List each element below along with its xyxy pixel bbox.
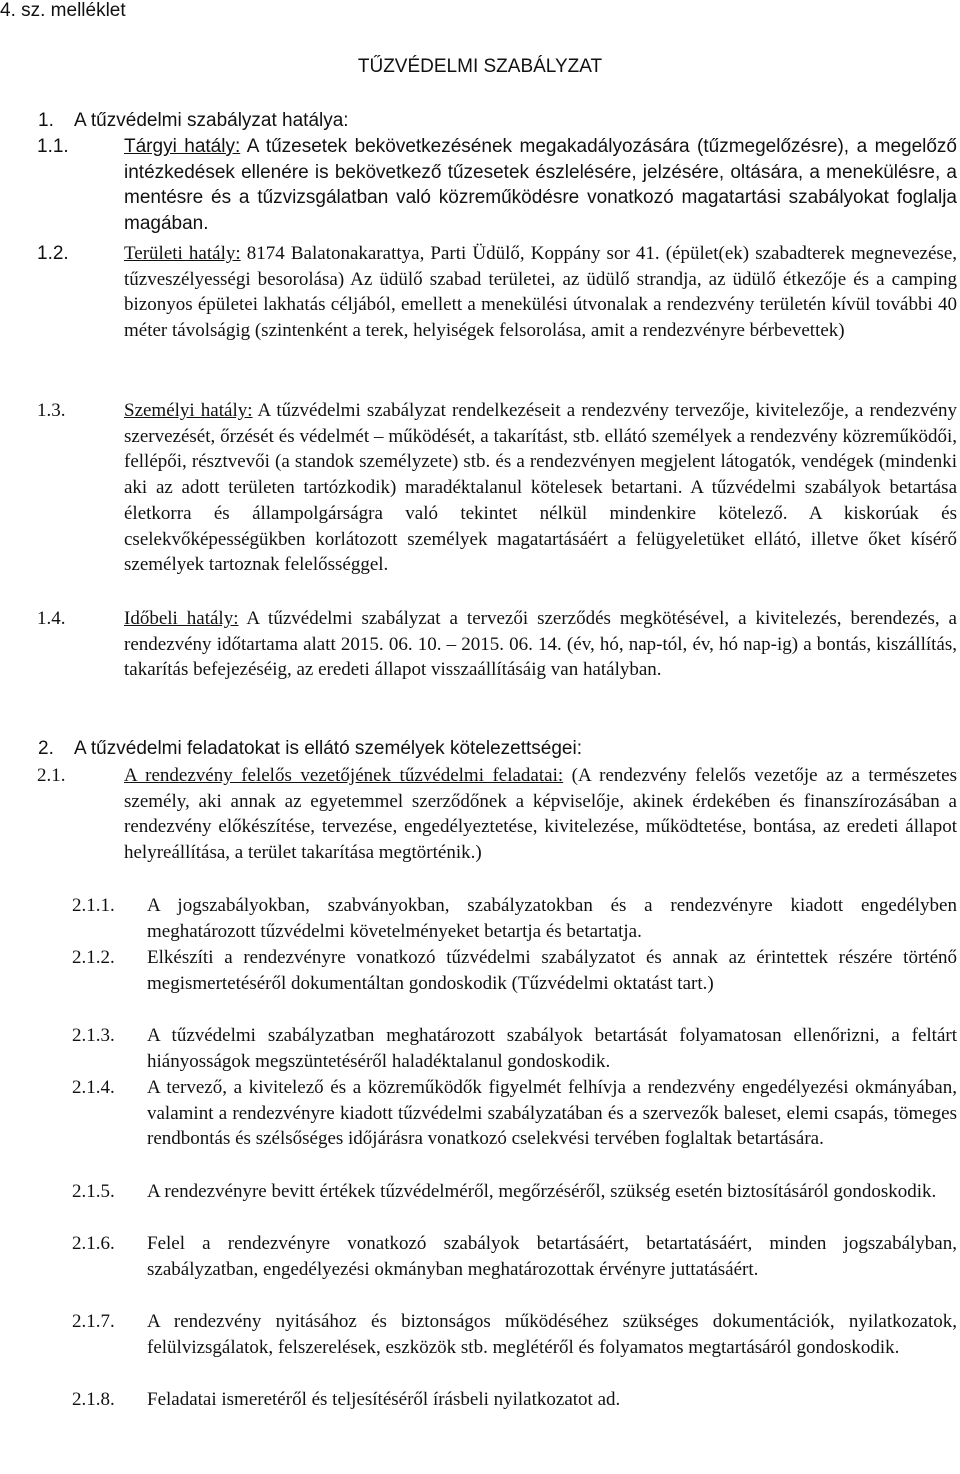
subitem-text: Felel a rendezvényre vonatkozó szabályok betartásáért, betartatásáért, minden jogszabályban, szabályzatban, engedélyezési okmányban meghatározottak érvényre juttatásáért. bbox=[147, 1233, 957, 1280]
section-2-heading bbox=[38, 736, 582, 762]
subitem-number: 2.1.8. bbox=[72, 1389, 115, 1410]
section-1-heading bbox=[38, 108, 349, 134]
item-number: 2.1. bbox=[37, 765, 66, 786]
subitem-number: 2.1.4. bbox=[72, 1077, 115, 1098]
subitem-number: 2.1.7. bbox=[72, 1311, 115, 1332]
subitem-number: 2.1.5. bbox=[72, 1181, 115, 1202]
item-heading: Tárgyi hatály: bbox=[124, 136, 241, 157]
subitem-text: A rendezvényre bevitt értékek tűzvédelméről, megőrzéséről, szükség esetén biztosításáról gondoskodik. bbox=[147, 1181, 937, 1202]
subitem-text: A tervező, a kivitelező és a közreműködők figyelmét felhívja a rendezvény engedélyezési okmányában, valamint a rendezvényre kiadott tűzvédelmi szabályzatában és a szervezők baleset, elemi csapás, tömeges rendbontás és szélsőséges időjárásra vonatkozó cselekvési tervében foglaltak betartására. bbox=[147, 1077, 957, 1150]
section-2-title: A tűzvédelmi feladatokat is ellátó személyek kötelezettségei: bbox=[74, 738, 582, 759]
subitem-text: Feladatai ismeretéről és teljesítéséről írásbeli nyilatkozatot ad. bbox=[147, 1389, 621, 1410]
item-body: 8174 Balatonakarattya, Parti Üdülő, Koppány sor 41. (épület(ek) szabadterek megnevezése, tűzveszélyességi besorolása) Az üdülő szabad területei, az üdülő strandja, az üdülő étkezője és a camping bizonyos épületei lakhatás céljából, emellett a menekülési útvonalak a rendezvény területén kívül további 40 méter távolságig (szintenként a terek, helyiségek felsorolása, amit a rendezvényre bérbevettek) bbox=[124, 243, 957, 342]
item-heading: Területi hatály: bbox=[124, 243, 241, 264]
subitem-number: 2.1.3. bbox=[72, 1025, 115, 1046]
item-number: 1.2. bbox=[37, 243, 69, 264]
annex-label: 4. sz. melléklet bbox=[0, 0, 126, 21]
title-text: TŰZVÉDELMI SZABÁLYZAT bbox=[357, 56, 603, 77]
item-text bbox=[124, 606, 957, 683]
item-text bbox=[124, 398, 957, 578]
item-number: 1.1. bbox=[37, 136, 69, 157]
item-number: 1.3. bbox=[37, 400, 66, 421]
item-body: A tűzvédelmi szabályzat rendelkezéseit a rendezvény tervezője, kivitelezője, a rendezvény szervezését, őrzését és védelmét – működését, a takarítást, stb. ellátó személyek a rendezvény közreműködői, fellépői, résztvevői (a standok személyzete) stb. és a rendezvényen megjelent látogatók, vendégek (mindenki aki az adott területen tartózkodik) maradéktalanul kötelesek betartani. A tűzvédelmi szabályok betartása életkorra és állampolgárságra való tekintet nélkül mindenkire kötelező. A kiskorúak és cselekvőképességükben korlátozott személyek magatartásáért a felügyeletüket ellátó, illetve őket kísérő személyek tartoznak felelősséggel. bbox=[124, 400, 958, 576]
subitem-text: Elkészíti a rendezvényre vonatkozó tűzvédelmi szabályzatot és annak az érintettek részére történő megismertetéséről dokumentáltan gondoskodik (Tűzvédelmi oktatást tart.) bbox=[147, 947, 957, 994]
section-1-number: 1. bbox=[38, 110, 54, 131]
subitem-text: A rendezvény nyitásához és biztonságos működéséhez szükséges dokumentációk, nyilatkozatok, felülvizsgálatok, felszerelések, eszközök stb. meglétéről és folyamatos megtartásáról gondoskodik. bbox=[147, 1311, 957, 1358]
item-body: (A rendezvény felelős vezetője az a természetes személy, aki annak az egyetemmel szerződőnek a képviselője, akinek érdekében és finanszírozásában a rendezvény előkészítése, tervezése, engedélyeztetése, kivitelezése, működtetése, bontása, az eredeti állapot helyreállítása, a terület takarítása megtörténik.) bbox=[124, 765, 957, 864]
subitem-text: A tűzvédelmi szabályzatban meghatározott szabályok betartását folyamatosan ellenőrizni, a feltárt hiányosságok megszüntetéséről haladéktalanul gondoskodik. bbox=[147, 1025, 957, 1072]
item-text bbox=[124, 763, 957, 866]
item-number: 1.4. bbox=[37, 608, 66, 629]
subitem-number: 2.1.6. bbox=[72, 1233, 115, 1254]
subitem-number: 2.1.2. bbox=[72, 947, 115, 968]
item-heading: Időbeli hatály: bbox=[124, 608, 239, 629]
item-text bbox=[124, 241, 957, 344]
section-2-number: 2. bbox=[38, 738, 54, 759]
subitem-number: 2.1.1. bbox=[72, 895, 115, 916]
document-title bbox=[0, 54, 960, 80]
item-heading: Személyi hatály: bbox=[124, 400, 253, 421]
item-body: A tűzvédelmi szabályzat a tervezői szerződés megkötésével, a kivitelezés, berendezés, a rendezvény időtartama alatt 2015. 06. 10. – 2015. 06. 14. (év, hó, nap-tól, év, hó nap-ig) a bontás, kiszállítás, takarítás befejezéséig, az eredeti állapot visszaállításáig van hatályban. bbox=[124, 608, 957, 681]
item-heading: A rendezvény felelős vezetőjének tűzvédelmi feladatai: bbox=[124, 765, 564, 786]
section-1-title: A tűzvédelmi szabályzat hatálya: bbox=[74, 110, 349, 131]
item-body: A tűzesetek bekövetkezésének megakadályozására (tűzmegelőzésre), a megelőző intézkedések ellenére is bekövetkező tűzesetek észlelésére, jelzésére, oltására, a menekülésre, a mentésre és a tűzvizsgálatban való közreműködésre vonatkozó magatartási szabályokat foglalja magában. bbox=[124, 136, 957, 235]
subitem-text: A jogszabályokban, szabványokban, szabályzatokban és a rendezvényre kiadott engedélyben meghatározott tűzvédelmi követelményeket betartja és betartatja. bbox=[147, 895, 957, 942]
item-text bbox=[124, 134, 957, 237]
